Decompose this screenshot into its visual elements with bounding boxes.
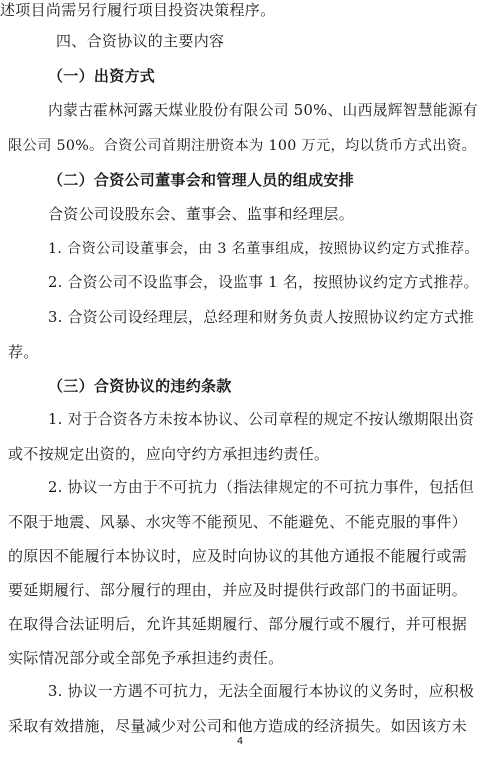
list-item: 3. 协议一方遇不可抗力，无法全面履行本协议的义务时，应积极 (48, 683, 475, 700)
subsection-heading: （二）合资公司董事会和管理人员的组成安排 (48, 171, 355, 189)
list-item: 3. 合资公司设经理层，总经理和财务负责人按照协议约定方式推 (48, 309, 475, 326)
paragraph-line: 在取得合法证明后，允许其延期履行、部分履行或不履行，并可根据 (8, 615, 468, 633)
list-item: 1. 合资公司设董事会，由 3 名董事组成，按照协议约定方式推荐。 (48, 241, 479, 257)
text-line: 述项目尚需另行履行项目投资决策程序。 (0, 1, 276, 19)
section-heading: 四、合资协议的主要内容 (56, 32, 225, 50)
paragraph-line: 荐。 (8, 343, 39, 361)
list-item: 1. 对于合资各方未按本协议、公司章程的规定不按认缴期限出资 (48, 411, 475, 428)
paragraph-line: 的原因不能履行本协议时，应及时向协议的其他方通报不能履行或需 (8, 547, 468, 565)
list-item: 2. 合资公司不设监事会，设监事 1 名，按照协议约定方式推荐。 (48, 274, 479, 291)
page-number: 4 (236, 736, 244, 747)
paragraph-line: 限公司 50%。合资公司首期注册资本为 100 万元，均以货币方式出资。 (8, 138, 477, 154)
paragraph-line: 要延期履行、部分履行的理由，并应及时提供行政部门的书面证明。 (8, 581, 468, 599)
paragraph-line: 内蒙古霍林河露天煤业股份有限公司 50%、山西晟辉智慧能源有 (48, 102, 478, 119)
paragraph-line: 不限于地震、风暴、水灾等不能预见、不能避免、不能克服的事件） (8, 513, 468, 531)
subsection-heading: （一）出资方式 (48, 67, 156, 85)
paragraph-line: 实际情况部分或全部免予承担违约责任。 (8, 649, 284, 667)
paragraph-line: 采取有效措施，尽量减少对公司和他方造成的经济损失。如因该方未 (8, 717, 468, 735)
paragraph-line: 或不按规定出资的，应向守约方承担违约责任。 (8, 445, 330, 463)
list-item: 2. 协议一方由于不可抗力（指法律规定的不可抗力事件，包括但 (48, 479, 475, 496)
paragraph-line: 合资公司设股东会、董事会、监事和经理层。 (48, 205, 355, 223)
subsection-heading: （三）合资协议的违约条款 (48, 377, 232, 395)
